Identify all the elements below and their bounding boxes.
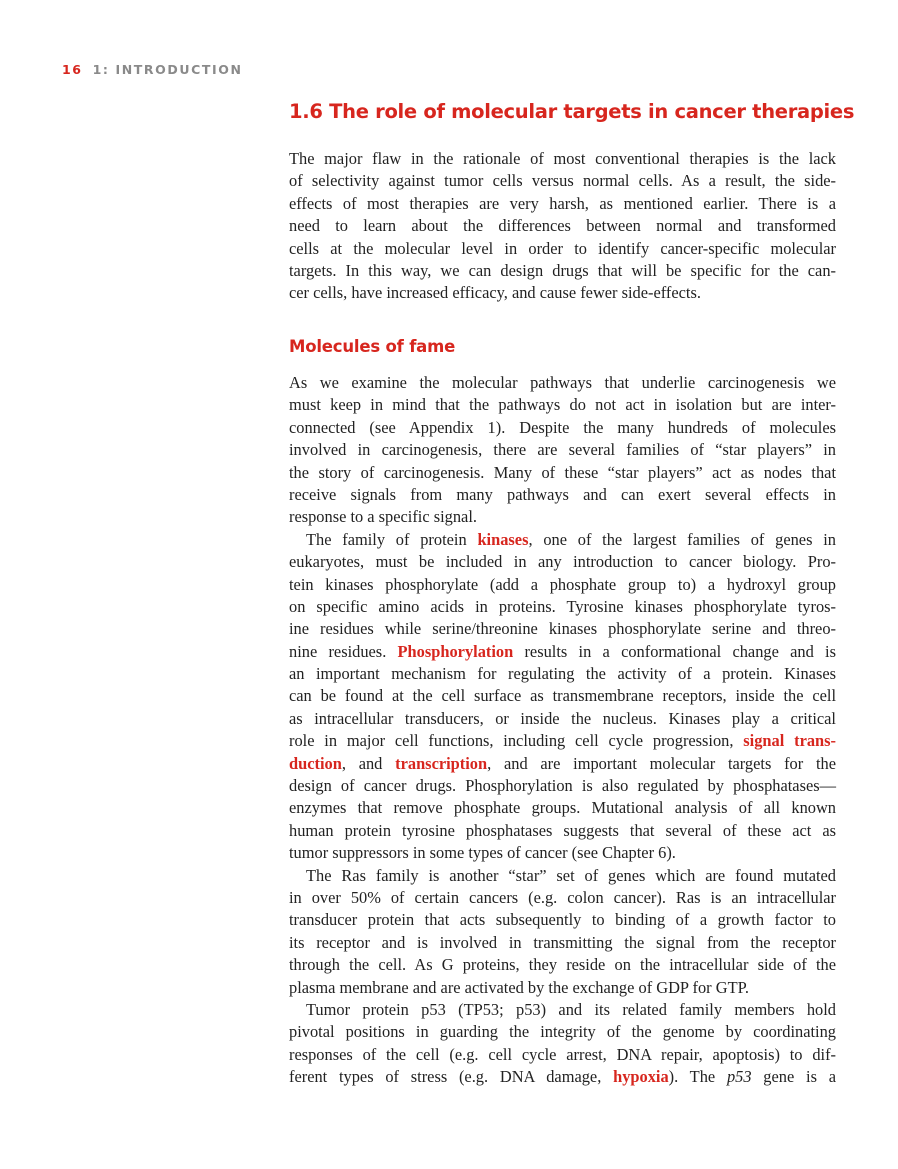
text-line: involved in carcinogenesis, there are several families of “star players” in (289, 440, 836, 460)
text-run: nine residues. (289, 641, 398, 661)
text-line: ine residues while serine/threonine kinases phosphorylate serine and threo- (289, 619, 836, 639)
text-line (289, 730, 836, 752)
text-line (289, 1066, 836, 1088)
chapter-title: 1: INTRODUCTION (92, 62, 243, 77)
text-line: plasma membrane and are activated by the exchange of GDP for GTP. (289, 977, 749, 997)
text-line: design of cancer drugs. Phosphorylation is also regulated by phosphatases— (289, 776, 836, 796)
text-line: receive signals from many pathways and can exert several effects in (289, 484, 836, 504)
text-line: an important mechanism for regulating the activity of a protein. Kinases (289, 664, 836, 684)
text-line (289, 641, 836, 663)
text-line: enzymes that remove phosphate groups. Mutational analysis of all known (289, 798, 836, 818)
text-line: targets. In this way, we can design drugs that will be specific for the can- (289, 260, 836, 280)
text-line (289, 529, 836, 551)
text-line: cells at the molecular level in order to identify cancer-specific molecular (289, 238, 836, 258)
text-line: in over 50% of certain cancers (e.g. colon cancer). Ras is an intracellular (289, 887, 836, 907)
text-run: ferent types of stress (e.g. DNA damage, (289, 1067, 614, 1087)
text-line: human protein tyrosine phosphatases suggests that several of these act as (289, 820, 836, 840)
keyword-transcription: transcription (395, 753, 488, 773)
text-run: results in a conformational change and is (513, 641, 836, 661)
text-line: through the cell. As G proteins, they reside on the intracellular side of the (289, 955, 836, 975)
text-line: tumor suppressors in some types of cancer (see Chapter 6). (289, 843, 676, 863)
text-line: connected (see Appendix 1). Despite the many hundreds of molecules (289, 417, 836, 437)
text-line: tein kinases phosphorylate (add a phosphate group to) a hydroxyl group (289, 574, 836, 594)
text-line: The Ras family is another “star” set of genes which are found mutated (306, 865, 836, 885)
text-line: need to learn about the differences between normal and transformed (289, 216, 836, 236)
text-line: can be found at the cell surface as transmembrane receptors, inside the cell (289, 686, 836, 706)
text-line: transducer protein that acts subsequently to binding of a growth factor to (289, 910, 836, 930)
text-line (289, 753, 836, 775)
text-run: gene is a (751, 1067, 836, 1087)
page-number: 16 (62, 62, 83, 77)
text-line: its receptor and is involved in transmitting the signal from the receptor (289, 932, 836, 952)
subsection-title: Molecules of fame (289, 337, 456, 356)
text-run: role in major cell functions, including cell cycle progression, (289, 731, 744, 751)
keyword-signal-transduction: signal trans- (743, 731, 836, 751)
text-run: ). The (668, 1067, 727, 1087)
text-line: cer cells, have increased efficacy, and cause fewer side-effects. (289, 283, 701, 303)
text-run: , one of the largest families of genes in (528, 529, 836, 549)
text-line: effects of most therapies are very harsh, as mentioned earlier. There is a (289, 193, 836, 213)
text-line: responses of the cell (e.g. cell cycle arrest, DNA repair, apoptosis) to dif- (289, 1044, 836, 1064)
text-line: as intracellular transducers, or inside the nucleus. Kinases play a critical (289, 708, 836, 728)
text-line: must keep in mind that the pathways do not act in isolation but are inter- (289, 395, 836, 415)
text-run: , and are important molecular targets for the (487, 753, 836, 773)
text-line: As we examine the molecular pathways that underlie carcinogenesis we (289, 373, 836, 392)
keyword-hypoxia: hypoxia (613, 1067, 669, 1087)
text-line: Tumor protein p53 (TP53; p53) and its related family members hold (306, 999, 836, 1019)
keyword-signal-transduction: duction (289, 753, 342, 773)
running-head (62, 62, 243, 77)
text-line: The major flaw in the rationale of most conventional therapies is the lack (289, 149, 836, 168)
text-line: eukaryotes, must be included in any introduction to cancer biology. Pro- (289, 552, 836, 572)
section-title: 1.6 The role of molecular targets in cancer therapies (289, 100, 855, 123)
text-line: pivotal positions in guarding the integrity of the genome by coordinating (289, 1022, 836, 1042)
text-line: on specific amino acids in proteins. Tyrosine kinases phosphorylate tyros- (289, 596, 836, 616)
keyword-kinases: kinases (477, 529, 529, 549)
keyword-phosphorylation: Phosphorylation (397, 641, 514, 661)
paragraph-intro (289, 148, 836, 305)
text-line: of selectivity against tumor cells versus normal cells. As a result, the side- (289, 171, 836, 191)
text-line: the story of carcinogenesis. Many of these “star players” act as nodes that (289, 462, 836, 482)
body-column (289, 372, 836, 1089)
gene-name-p53: p53 (726, 1067, 752, 1087)
text-run: , and (341, 753, 396, 773)
text-line: response to a specific signal. (289, 507, 477, 527)
text-run: The family of protein (306, 529, 478, 549)
